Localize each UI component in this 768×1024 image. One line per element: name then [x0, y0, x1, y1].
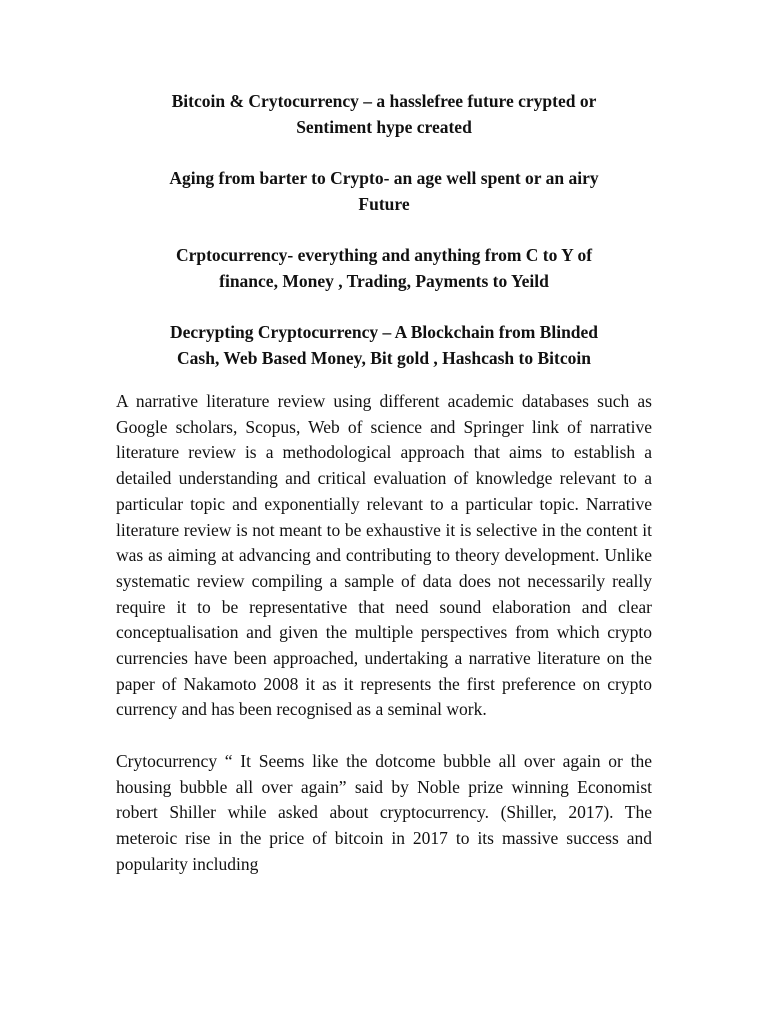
title-3-line-2: finance, Money , Trading, Payments to Yeild [219, 271, 549, 291]
paragraph-shiller-quote: Crytocurrency “ It Seems like the dotcome bubble all over again or the housing bubble all over again” said by Noble prize winning Economist robert Shiller while asked about cryptocurrency. (Shiller, 2017). The meteroic rise in the price of bitcoin in 2017 to its massive success and popularity including [116, 750, 652, 874]
title-4-line-2: Cash, Web Based Money, Bit gold , Hashcash to Bitcoin [177, 348, 591, 368]
title-2-line-1: Aging from barter to Crypto- an age well spent or an airy [169, 168, 599, 188]
title-2 [110, 165, 658, 217]
title-4-line-1: Decrypting Cryptocurrency – A Blockchain from Blinded [169, 322, 599, 342]
title-2-line-2: Future [358, 194, 410, 214]
title-3-line-1: Crptocurrency- everything and anything from C to Y of [175, 245, 593, 265]
paragraph-methodology: A narrative literature review using different academic databases such as Google scholars, Scopus, Web of science and Springer link of narrative literature review is a methodological approach that aims to establish a detailed understanding and critical evaluation of knowledge relevant to a particular topic and exponentially relevant to a particular topic. Narrative literature review is not meant to be exhaustive it is selective in the content it was as aiming at advancing and contributing to theory development. Unlike systematic review compiling a sample of data does not necessarily really require it to be representative that need sound elaboration and clear conceptualisation and given the multiple perspectives from which crypto currencies have been approached, undertaking a narrative literature on the paper of Nakamoto 2008 it as it represents the first preference on crypto currency and has been recognised as a seminal work. [116, 391, 652, 720]
title-3 [110, 242, 658, 294]
title-1-line-2: Sentiment hype created [296, 117, 472, 137]
title-4 [110, 319, 658, 371]
title-1-line-1: Bitcoin & Crytocurrency – a hasslefree future crypted or [171, 91, 597, 111]
title-section [110, 88, 658, 396]
title-1 [110, 88, 658, 140]
body-text [116, 389, 652, 903]
